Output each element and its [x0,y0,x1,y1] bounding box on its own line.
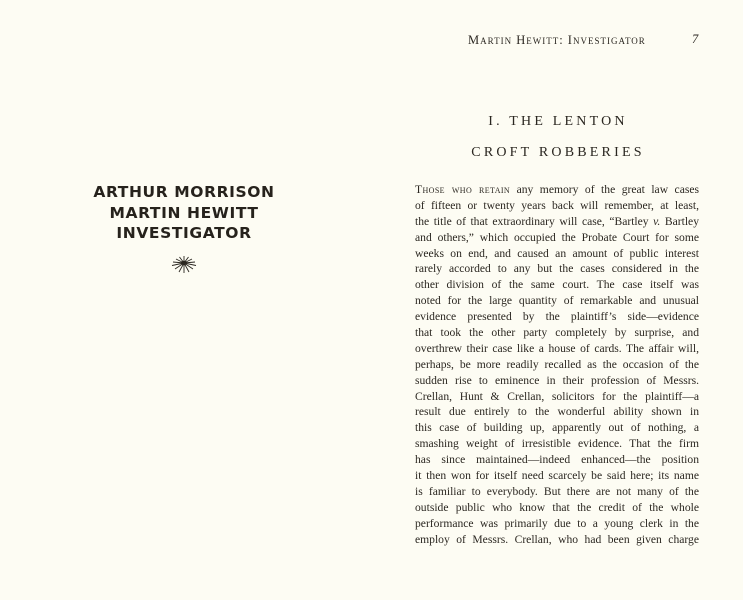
left-page [0,0,371,600]
body-line: noted for the large quantity of remarkable and unusual [415,294,699,308]
body-line: has since maintained—indeed enhanced—the position [415,453,699,467]
book-title-line-1: MARTIN HEWITT [109,203,259,222]
body-line: employ of Messrs. Crellan, who had been given charge [415,532,699,546]
versus-abbrev: v. [653,214,661,228]
body-line: result due entirely to the wonderful ability shown in [415,405,699,419]
chapter-title-line-2: CROFT ROBBERIES [471,145,645,160]
sunburst-ornament-icon [170,255,198,275]
page-number: 7 [692,32,699,46]
body-line: is familiar to everybody. But there are not many of the [415,484,699,498]
body-line: evidence presented by the plaintiff’s side—evidence [415,310,699,324]
book-title [78,182,290,244]
body-line: overthrew their case like a house of cards. The affair will, [415,341,699,355]
body-line: that took the other party completely by surprise, and [415,326,699,340]
body-line: other division of the same court. The case itself was [415,278,699,292]
body-line: the title of that extraordinary will case, “Bartley v. Bartley [415,214,699,228]
body-line: this case of building up, apparently out of nothing, a [415,421,699,435]
body-line: performance was primarily due to a young clerk in the [415,516,699,530]
body-line: sudden rise to eminence in their profession of Messrs. [415,373,699,387]
running-head: Martin Hewitt: Investigator [468,33,646,47]
body-line [415,182,699,198]
body-line: smashing weight of irresistible evidence. That the firm [415,437,699,451]
body-line: outside public who know that the credit of the whole [415,500,699,514]
right-page [371,0,743,600]
body-text [415,182,699,547]
body-line: Crellan, Hunt & Crellan, solicitors for the plaintiff—a [415,389,699,403]
chapter-title-line-1: I. THE LENTON [488,114,628,129]
body-line: rarely accorded to any but the cases considered in the [415,262,699,276]
lead-in: Those who retain [415,183,511,196]
body-line: and others,” which occupied the Probate Court for some [415,230,699,244]
body-line: of fifteen or twenty years back will remember, at least, [415,198,699,212]
book-title-line-2: INVESTIGATOR [116,224,252,242]
body-line: it then won for itself need scarcely be said here; its name [415,469,699,483]
body-line: weeks on end, and caused an amount of public interest [415,246,699,260]
chapter-title [415,106,701,168]
body-line-text: any memory of the great law cases [510,183,699,196]
body-line: perhaps, be more readily recalled as the occasion of the [415,357,699,371]
author-name: ARTHUR MORRISON [93,183,275,201]
